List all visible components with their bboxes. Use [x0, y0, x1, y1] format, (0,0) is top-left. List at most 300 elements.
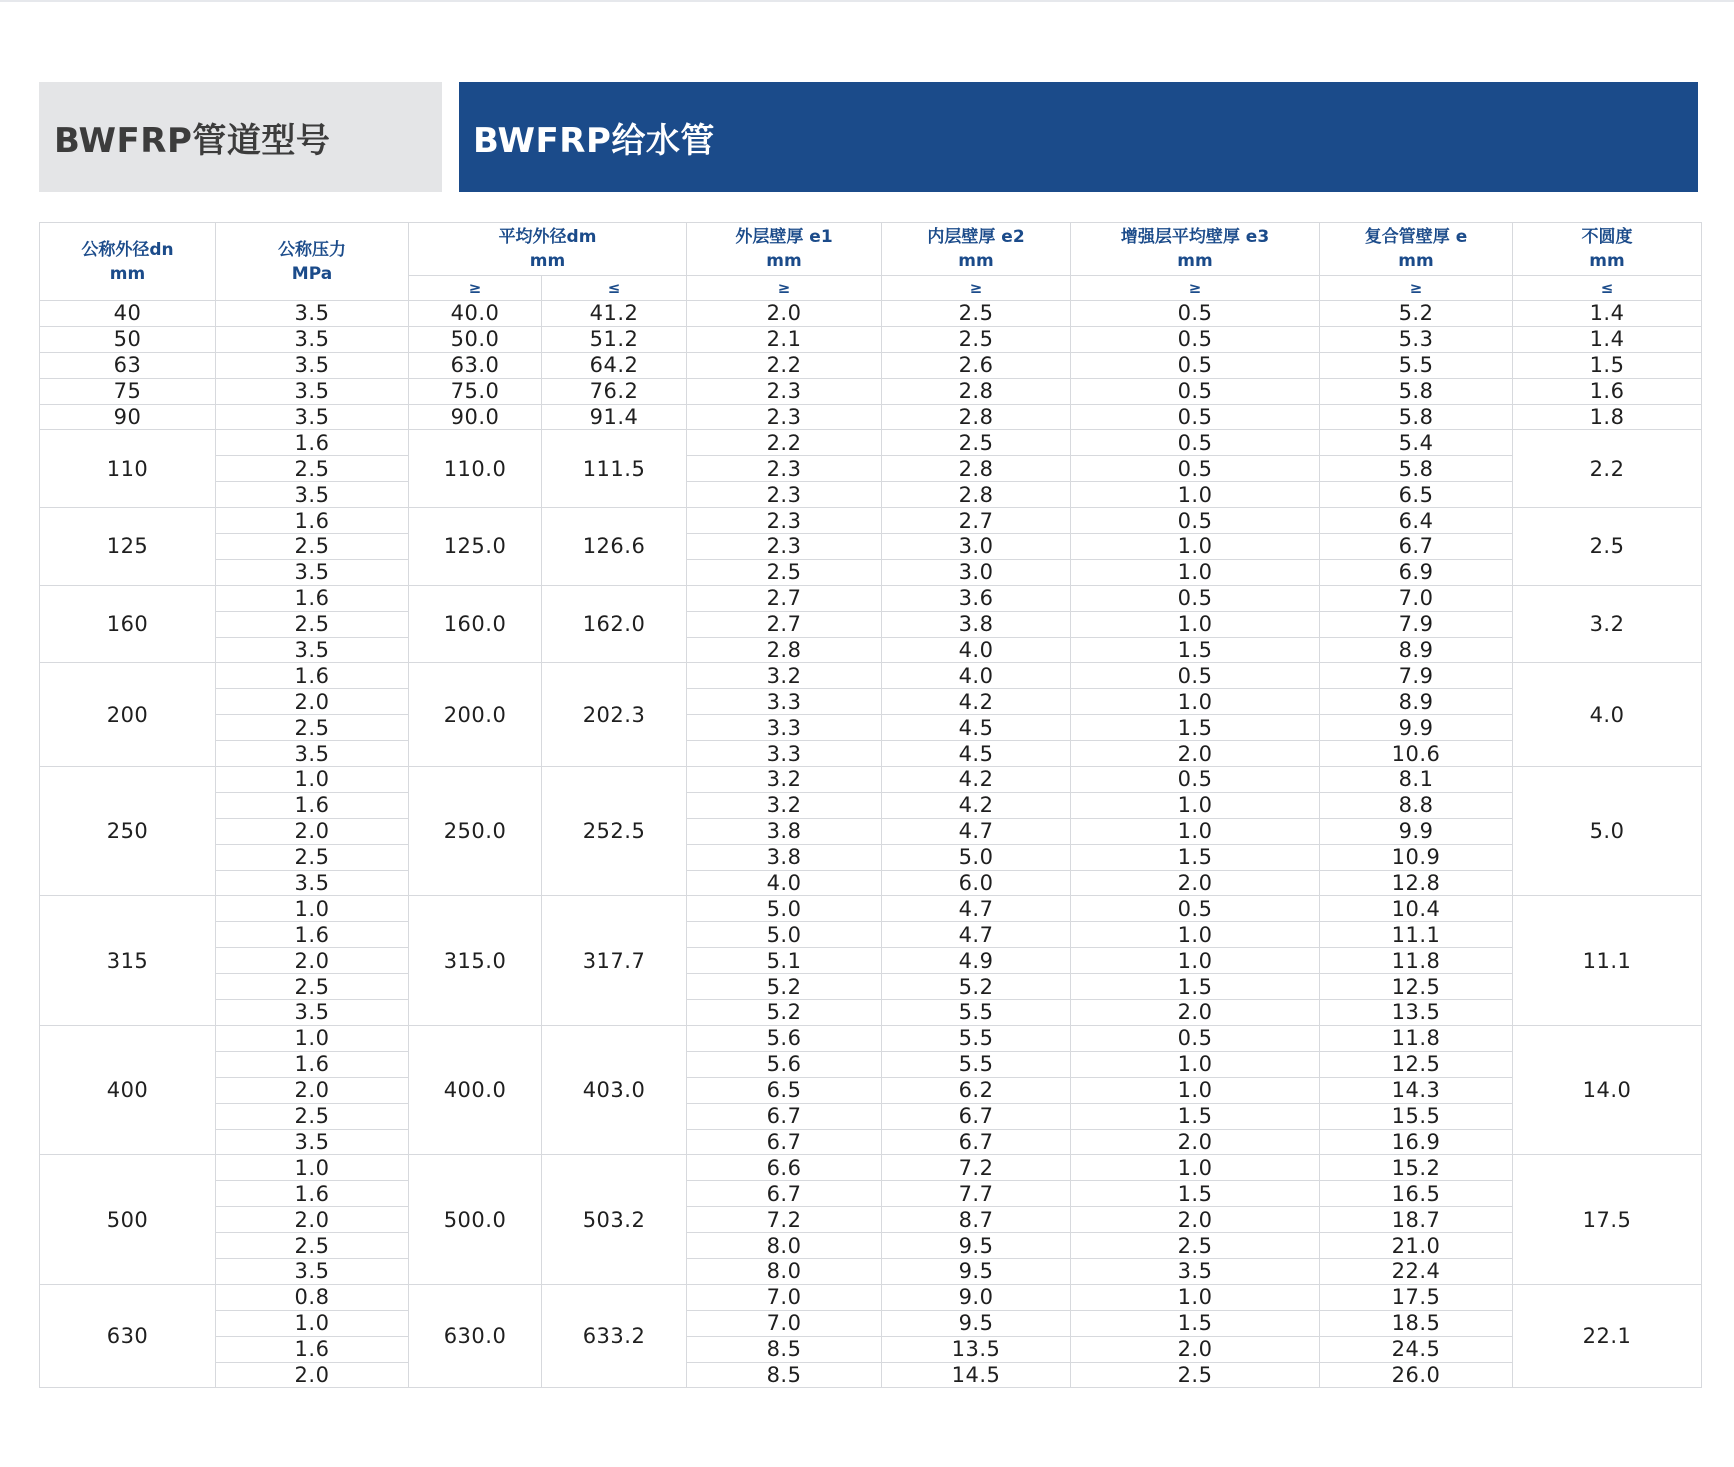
cell-inner-wall: 7.7 [882, 1181, 1071, 1207]
cell-reinforce-wall: 3.5 [1071, 1258, 1320, 1284]
table-row [40, 1207, 1702, 1233]
cell-out-of-roundness: 2.2 [1513, 430, 1702, 508]
model-label: BWFRP管道型号 [54, 120, 331, 161]
cell-nominal-od: 250 [40, 767, 216, 896]
cell-inner-wall: 4.2 [882, 767, 1071, 793]
table-row [40, 792, 1702, 818]
cell-nominal-pressure: 1.6 [216, 1336, 409, 1362]
cell-inner-wall: 4.5 [882, 715, 1071, 741]
cell-outer-wall: 3.8 [687, 844, 882, 870]
cell-dm-max: 503.2 [542, 1155, 687, 1284]
cell-composite-wall: 15.5 [1320, 1103, 1513, 1129]
cell-inner-wall: 5.5 [882, 1000, 1071, 1026]
cell-composite-wall: 5.2 [1320, 301, 1513, 327]
table-row [40, 1362, 1702, 1388]
cell-dm-min: 630.0 [409, 1284, 542, 1388]
cell-nominal-pressure: 3.5 [216, 1258, 409, 1284]
cell-outer-wall: 6.7 [687, 1103, 882, 1129]
cell-nominal-pressure: 3.5 [216, 637, 409, 663]
cell-inner-wall: 2.8 [882, 482, 1071, 508]
cell-reinforce-wall: 0.5 [1071, 1025, 1320, 1051]
cell-nominal-pressure: 2.5 [216, 456, 409, 482]
cell-composite-wall: 8.9 [1320, 689, 1513, 715]
cell-dm-max: 51.2 [542, 326, 687, 352]
cell-nominal-pressure: 1.6 [216, 430, 409, 456]
cell-out-of-roundness: 2.5 [1513, 508, 1702, 586]
cell-dm-min: 75.0 [409, 378, 542, 404]
cell-composite-wall: 18.5 [1320, 1310, 1513, 1336]
cell-inner-wall: 4.5 [882, 741, 1071, 767]
cell-out-of-roundness: 5.0 [1513, 767, 1702, 896]
cell-nominal-pressure: 2.0 [216, 1207, 409, 1233]
table-row [40, 378, 1702, 404]
subheader-ov: ≤ [1513, 276, 1702, 301]
cell-outer-wall: 8.0 [687, 1258, 882, 1284]
cell-outer-wall: 5.2 [687, 974, 882, 1000]
cell-reinforce-wall: 1.5 [1071, 1310, 1320, 1336]
table-row [40, 741, 1702, 767]
table-row [40, 689, 1702, 715]
header-composite-wall: 复合管壁厚 e mm [1320, 223, 1513, 276]
cell-composite-wall: 5.4 [1320, 430, 1513, 456]
cell-outer-wall: 7.2 [687, 1207, 882, 1233]
table-row [40, 948, 1702, 974]
cell-inner-wall: 2.8 [882, 378, 1071, 404]
cell-nominal-od: 75 [40, 378, 216, 404]
cell-inner-wall: 4.7 [882, 922, 1071, 948]
cell-nominal-od: 50 [40, 326, 216, 352]
cell-reinforce-wall: 2.0 [1071, 1129, 1320, 1155]
cell-dm-min: 110.0 [409, 430, 542, 508]
cell-nominal-pressure: 2.5 [216, 974, 409, 1000]
table-row [40, 404, 1702, 430]
table-row [40, 430, 1702, 456]
cell-out-of-roundness: 4.0 [1513, 663, 1702, 767]
cell-composite-wall: 11.1 [1320, 922, 1513, 948]
cell-outer-wall: 2.5 [687, 559, 882, 585]
cell-reinforce-wall: 1.0 [1071, 792, 1320, 818]
cell-reinforce-wall: 1.5 [1071, 844, 1320, 870]
cell-nominal-pressure: 3.5 [216, 559, 409, 585]
cell-inner-wall: 14.5 [882, 1362, 1071, 1388]
cell-composite-wall: 11.8 [1320, 1025, 1513, 1051]
cell-dm-min: 315.0 [409, 896, 542, 1025]
cell-nominal-od: 90 [40, 404, 216, 430]
cell-composite-wall: 16.9 [1320, 1129, 1513, 1155]
cell-reinforce-wall: 0.5 [1071, 378, 1320, 404]
cell-out-of-roundness: 1.8 [1513, 404, 1702, 430]
cell-composite-wall: 5.8 [1320, 378, 1513, 404]
cell-inner-wall: 9.5 [882, 1233, 1071, 1259]
subheader-e: ≥ [1320, 276, 1513, 301]
cell-nominal-pressure: 1.6 [216, 508, 409, 534]
cell-reinforce-wall: 0.5 [1071, 585, 1320, 611]
cell-dm-max: 64.2 [542, 352, 687, 378]
cell-outer-wall: 2.3 [687, 378, 882, 404]
cell-inner-wall: 2.8 [882, 404, 1071, 430]
cell-reinforce-wall: 0.5 [1071, 404, 1320, 430]
cell-outer-wall: 3.2 [687, 663, 882, 689]
table-row [40, 844, 1702, 870]
cell-nominal-pressure: 2.0 [216, 948, 409, 974]
cell-reinforce-wall: 1.5 [1071, 1103, 1320, 1129]
cell-outer-wall: 2.2 [687, 352, 882, 378]
cell-outer-wall: 2.3 [687, 482, 882, 508]
cell-nominal-pressure: 2.5 [216, 844, 409, 870]
cell-reinforce-wall: 1.0 [1071, 922, 1320, 948]
cell-outer-wall: 5.0 [687, 896, 882, 922]
product-title-panel [459, 82, 1698, 192]
cell-composite-wall: 9.9 [1320, 715, 1513, 741]
cell-outer-wall: 2.1 [687, 326, 882, 352]
cell-inner-wall: 5.0 [882, 844, 1071, 870]
header-reinforce-wall: 增强层平均壁厚 e3 mm [1071, 223, 1320, 276]
cell-composite-wall: 6.5 [1320, 482, 1513, 508]
cell-reinforce-wall: 0.5 [1071, 456, 1320, 482]
cell-composite-wall: 12.5 [1320, 1051, 1513, 1077]
cell-nominal-od: 125 [40, 508, 216, 586]
cell-dm-max: 41.2 [542, 301, 687, 327]
cell-composite-wall: 6.9 [1320, 559, 1513, 585]
cell-nominal-od: 110 [40, 430, 216, 508]
cell-composite-wall: 21.0 [1320, 1233, 1513, 1259]
cell-outer-wall: 6.5 [687, 1077, 882, 1103]
cell-inner-wall: 4.7 [882, 818, 1071, 844]
cell-dm-min: 40.0 [409, 301, 542, 327]
cell-reinforce-wall: 1.0 [1071, 611, 1320, 637]
top-border [0, 0, 1734, 2]
cell-nominal-pressure: 2.5 [216, 611, 409, 637]
cell-dm-max: 403.0 [542, 1025, 687, 1154]
cell-composite-wall: 11.8 [1320, 948, 1513, 974]
table-row [40, 870, 1702, 896]
cell-composite-wall: 18.7 [1320, 1207, 1513, 1233]
cell-nominal-pressure: 3.5 [216, 326, 409, 352]
table-row [40, 663, 1702, 689]
cell-dm-max: 162.0 [542, 585, 687, 663]
cell-inner-wall: 4.0 [882, 663, 1071, 689]
cell-inner-wall: 9.5 [882, 1258, 1071, 1284]
cell-inner-wall: 6.7 [882, 1103, 1071, 1129]
cell-outer-wall: 2.2 [687, 430, 882, 456]
cell-reinforce-wall: 2.0 [1071, 870, 1320, 896]
cell-reinforce-wall: 2.0 [1071, 741, 1320, 767]
cell-outer-wall: 3.2 [687, 767, 882, 793]
cell-nominal-pressure: 3.5 [216, 741, 409, 767]
cell-out-of-roundness: 3.2 [1513, 585, 1702, 663]
table-row [40, 1181, 1702, 1207]
cell-outer-wall: 3.3 [687, 741, 882, 767]
cell-composite-wall: 10.9 [1320, 844, 1513, 870]
subheader-e2: ≥ [882, 276, 1071, 301]
cell-inner-wall: 2.7 [882, 508, 1071, 534]
cell-outer-wall: 2.3 [687, 508, 882, 534]
table-row [40, 301, 1702, 327]
header-mean-od: 平均外径dm mm [409, 223, 687, 276]
cell-reinforce-wall: 1.5 [1071, 715, 1320, 741]
cell-dm-max: 633.2 [542, 1284, 687, 1388]
cell-dm-min: 160.0 [409, 585, 542, 663]
cell-dm-max: 202.3 [542, 663, 687, 767]
cell-composite-wall: 12.8 [1320, 870, 1513, 896]
header-nominal-od: 公称外径dn mm [40, 223, 216, 301]
spec-table-body [40, 301, 1702, 1388]
cell-inner-wall: 3.0 [882, 559, 1071, 585]
cell-reinforce-wall: 0.5 [1071, 430, 1320, 456]
cell-dm-min: 400.0 [409, 1025, 542, 1154]
cell-inner-wall: 3.6 [882, 585, 1071, 611]
cell-dm-max: 111.5 [542, 430, 687, 508]
cell-reinforce-wall: 1.5 [1071, 974, 1320, 1000]
header-outer-wall: 外层壁厚 e1 mm [687, 223, 882, 276]
cell-inner-wall: 2.6 [882, 352, 1071, 378]
table-row [40, 534, 1702, 560]
cell-reinforce-wall: 1.0 [1071, 1051, 1320, 1077]
table-row [40, 611, 1702, 637]
cell-nominal-pressure: 3.5 [216, 301, 409, 327]
cell-reinforce-wall: 0.5 [1071, 663, 1320, 689]
table-row [40, 1233, 1702, 1259]
cell-outer-wall: 8.5 [687, 1336, 882, 1362]
cell-outer-wall: 2.7 [687, 585, 882, 611]
cell-inner-wall: 3.8 [882, 611, 1071, 637]
cell-composite-wall: 7.0 [1320, 585, 1513, 611]
table-row [40, 1155, 1702, 1181]
table-row [40, 1284, 1702, 1310]
table-row [40, 818, 1702, 844]
cell-inner-wall: 6.7 [882, 1129, 1071, 1155]
cell-composite-wall: 5.5 [1320, 352, 1513, 378]
subheader-dm-max: ≤ [542, 276, 687, 301]
table-row [40, 1336, 1702, 1362]
cell-outer-wall: 5.1 [687, 948, 882, 974]
cell-reinforce-wall: 1.0 [1071, 689, 1320, 715]
cell-reinforce-wall: 2.0 [1071, 1336, 1320, 1362]
table-row [40, 637, 1702, 663]
cell-inner-wall: 8.7 [882, 1207, 1071, 1233]
cell-inner-wall: 6.2 [882, 1077, 1071, 1103]
cell-reinforce-wall: 1.0 [1071, 559, 1320, 585]
cell-nominal-pressure: 1.6 [216, 1051, 409, 1077]
cell-composite-wall: 6.4 [1320, 508, 1513, 534]
cell-reinforce-wall: 1.0 [1071, 948, 1320, 974]
cell-nominal-pressure: 2.0 [216, 689, 409, 715]
cell-composite-wall: 15.2 [1320, 1155, 1513, 1181]
cell-reinforce-wall: 2.0 [1071, 1207, 1320, 1233]
cell-nominal-pressure: 1.6 [216, 663, 409, 689]
cell-nominal-pressure: 3.5 [216, 1129, 409, 1155]
cell-inner-wall: 4.2 [882, 792, 1071, 818]
cell-outer-wall: 2.3 [687, 456, 882, 482]
cell-inner-wall: 2.8 [882, 456, 1071, 482]
cell-outer-wall: 2.7 [687, 611, 882, 637]
cell-out-of-roundness: 1.4 [1513, 326, 1702, 352]
subheader-e3: ≥ [1071, 276, 1320, 301]
table-row [40, 1000, 1702, 1026]
cell-composite-wall: 9.9 [1320, 818, 1513, 844]
cell-nominal-pressure: 2.0 [216, 818, 409, 844]
table-row [40, 352, 1702, 378]
cell-inner-wall: 2.5 [882, 301, 1071, 327]
cell-inner-wall: 5.2 [882, 974, 1071, 1000]
cell-dm-max: 252.5 [542, 767, 687, 896]
cell-out-of-roundness: 1.5 [1513, 352, 1702, 378]
cell-nominal-pressure: 1.6 [216, 922, 409, 948]
cell-nominal-pressure: 2.5 [216, 1233, 409, 1259]
cell-reinforce-wall: 0.5 [1071, 767, 1320, 793]
table-row [40, 922, 1702, 948]
cell-nominal-pressure: 1.0 [216, 896, 409, 922]
cell-reinforce-wall: 1.0 [1071, 818, 1320, 844]
cell-reinforce-wall: 0.5 [1071, 352, 1320, 378]
cell-inner-wall: 9.0 [882, 1284, 1071, 1310]
cell-inner-wall: 5.5 [882, 1051, 1071, 1077]
table-row [40, 896, 1702, 922]
cell-inner-wall: 9.5 [882, 1310, 1071, 1336]
cell-inner-wall: 3.0 [882, 534, 1071, 560]
table-row [40, 482, 1702, 508]
cell-nominal-pressure: 2.5 [216, 534, 409, 560]
cell-reinforce-wall: 1.0 [1071, 1284, 1320, 1310]
table-row [40, 767, 1702, 793]
cell-nominal-pressure: 1.6 [216, 1181, 409, 1207]
cell-nominal-pressure: 1.0 [216, 1025, 409, 1051]
cell-outer-wall: 5.2 [687, 1000, 882, 1026]
cell-outer-wall: 8.0 [687, 1233, 882, 1259]
header-inner-wall: 内层壁厚 e2 mm [882, 223, 1071, 276]
cell-nominal-pressure: 2.0 [216, 1362, 409, 1388]
cell-out-of-roundness: 17.5 [1513, 1155, 1702, 1284]
product-title: BWFRP给水管 [473, 120, 715, 161]
cell-composite-wall: 16.5 [1320, 1181, 1513, 1207]
cell-outer-wall: 2.3 [687, 404, 882, 430]
cell-inner-wall: 4.7 [882, 896, 1071, 922]
cell-reinforce-wall: 1.0 [1071, 1155, 1320, 1181]
cell-dm-max: 126.6 [542, 508, 687, 586]
cell-composite-wall: 5.8 [1320, 456, 1513, 482]
cell-nominal-pressure: 2.5 [216, 1103, 409, 1129]
cell-reinforce-wall: 0.5 [1071, 508, 1320, 534]
cell-reinforce-wall: 0.5 [1071, 301, 1320, 327]
cell-outer-wall: 5.6 [687, 1025, 882, 1051]
cell-reinforce-wall: 1.0 [1071, 1077, 1320, 1103]
table-row [40, 1025, 1702, 1051]
cell-dm-min: 63.0 [409, 352, 542, 378]
cell-nominal-pressure: 2.0 [216, 1077, 409, 1103]
cell-outer-wall: 2.3 [687, 534, 882, 560]
table-row [40, 1310, 1702, 1336]
cell-composite-wall: 7.9 [1320, 611, 1513, 637]
cell-composite-wall: 22.4 [1320, 1258, 1513, 1284]
cell-dm-min: 500.0 [409, 1155, 542, 1284]
cell-composite-wall: 12.5 [1320, 974, 1513, 1000]
table-row [40, 326, 1702, 352]
cell-composite-wall: 10.4 [1320, 896, 1513, 922]
cell-nominal-pressure: 0.8 [216, 1284, 409, 1310]
cell-outer-wall: 5.6 [687, 1051, 882, 1077]
cell-nominal-od: 630 [40, 1284, 216, 1388]
cell-composite-wall: 5.8 [1320, 404, 1513, 430]
cell-nominal-pressure: 1.0 [216, 767, 409, 793]
table-row [40, 1258, 1702, 1284]
cell-out-of-roundness: 14.0 [1513, 1025, 1702, 1154]
subheader-e1: ≥ [687, 276, 882, 301]
table-row [40, 974, 1702, 1000]
cell-inner-wall: 7.2 [882, 1155, 1071, 1181]
cell-nominal-pressure: 1.6 [216, 792, 409, 818]
table-row [40, 456, 1702, 482]
cell-composite-wall: 8.9 [1320, 637, 1513, 663]
cell-nominal-pressure: 1.0 [216, 1310, 409, 1336]
cell-nominal-od: 63 [40, 352, 216, 378]
cell-dm-min: 200.0 [409, 663, 542, 767]
cell-composite-wall: 5.3 [1320, 326, 1513, 352]
header-out-of-roundness: 不圆度 mm [1513, 223, 1702, 276]
cell-out-of-roundness: 1.4 [1513, 301, 1702, 327]
cell-outer-wall: 2.8 [687, 637, 882, 663]
cell-outer-wall: 4.0 [687, 870, 882, 896]
cell-reinforce-wall: 1.5 [1071, 637, 1320, 663]
table-row [40, 1051, 1702, 1077]
cell-composite-wall: 10.6 [1320, 741, 1513, 767]
cell-composite-wall: 6.7 [1320, 534, 1513, 560]
cell-reinforce-wall: 1.5 [1071, 1181, 1320, 1207]
cell-inner-wall: 5.5 [882, 1025, 1071, 1051]
cell-outer-wall: 3.3 [687, 715, 882, 741]
cell-composite-wall: 7.9 [1320, 663, 1513, 689]
cell-nominal-pressure: 3.5 [216, 352, 409, 378]
cell-composite-wall: 17.5 [1320, 1284, 1513, 1310]
cell-reinforce-wall: 2.5 [1071, 1362, 1320, 1388]
cell-inner-wall: 4.9 [882, 948, 1071, 974]
table-row [40, 715, 1702, 741]
cell-inner-wall: 2.5 [882, 430, 1071, 456]
cell-dm-max: 91.4 [542, 404, 687, 430]
table-row [40, 508, 1702, 534]
cell-nominal-od: 315 [40, 896, 216, 1025]
cell-nominal-pressure: 1.6 [216, 585, 409, 611]
cell-nominal-pressure: 3.5 [216, 870, 409, 896]
cell-inner-wall: 13.5 [882, 1336, 1071, 1362]
cell-composite-wall: 26.0 [1320, 1362, 1513, 1388]
cell-outer-wall: 7.0 [687, 1284, 882, 1310]
cell-outer-wall: 6.6 [687, 1155, 882, 1181]
cell-nominal-pressure: 2.5 [216, 715, 409, 741]
cell-nominal-pressure: 3.5 [216, 378, 409, 404]
cell-outer-wall: 6.7 [687, 1181, 882, 1207]
cell-reinforce-wall: 0.5 [1071, 896, 1320, 922]
cell-nominal-od: 160 [40, 585, 216, 663]
cell-composite-wall: 8.1 [1320, 767, 1513, 793]
cell-inner-wall: 2.5 [882, 326, 1071, 352]
cell-nominal-pressure: 3.5 [216, 404, 409, 430]
cell-nominal-pressure: 3.5 [216, 482, 409, 508]
cell-inner-wall: 4.0 [882, 637, 1071, 663]
cell-dm-min: 250.0 [409, 767, 542, 896]
cell-outer-wall: 3.8 [687, 818, 882, 844]
cell-nominal-od: 400 [40, 1025, 216, 1154]
cell-outer-wall: 8.5 [687, 1362, 882, 1388]
cell-outer-wall: 6.7 [687, 1129, 882, 1155]
cell-nominal-od: 200 [40, 663, 216, 767]
cell-reinforce-wall: 1.0 [1071, 534, 1320, 560]
cell-composite-wall: 8.8 [1320, 792, 1513, 818]
cell-inner-wall: 6.0 [882, 870, 1071, 896]
cell-outer-wall: 2.0 [687, 301, 882, 327]
cell-dm-min: 90.0 [409, 404, 542, 430]
cell-reinforce-wall: 0.5 [1071, 326, 1320, 352]
cell-nominal-pressure: 3.5 [216, 1000, 409, 1026]
